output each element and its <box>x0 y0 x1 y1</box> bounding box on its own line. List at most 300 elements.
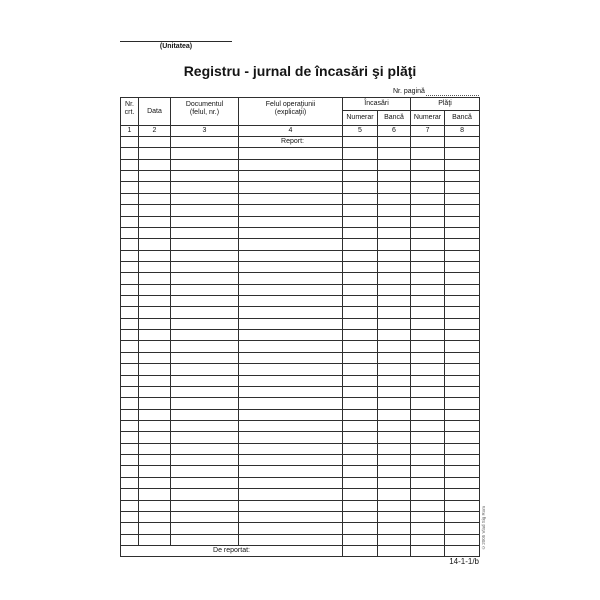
table-row <box>121 250 480 261</box>
table-cell <box>411 261 445 272</box>
table-cell <box>239 296 343 307</box>
table-cell <box>343 193 378 204</box>
table-cell <box>121 261 139 272</box>
table-cell <box>171 205 239 216</box>
table-cell <box>171 466 239 477</box>
table-cell <box>343 489 378 500</box>
table-cell <box>445 193 480 204</box>
table-cell <box>171 443 239 454</box>
table-cell <box>411 273 445 284</box>
header-documentul <box>171 98 239 126</box>
table-cell <box>343 307 378 318</box>
table-cell <box>121 398 139 409</box>
table-cell <box>343 534 378 545</box>
column-number: 6 <box>378 126 411 137</box>
table-cell <box>139 466 171 477</box>
table-cell <box>239 409 343 420</box>
table-cell <box>411 250 445 261</box>
table-cell <box>139 352 171 363</box>
header-row-top <box>121 98 480 111</box>
table-cell <box>411 137 445 148</box>
table-cell <box>445 318 480 329</box>
table-cell <box>239 375 343 386</box>
table-cell <box>378 432 411 443</box>
table-cell <box>121 182 139 193</box>
table-cell <box>378 205 411 216</box>
table-cell <box>139 386 171 397</box>
column-number: 4 <box>239 126 343 137</box>
table-cell <box>378 193 411 204</box>
table-cell <box>171 227 239 238</box>
table-cell <box>239 386 343 397</box>
table-cell <box>239 534 343 545</box>
table-cell <box>139 296 171 307</box>
table-cell <box>139 455 171 466</box>
table-row <box>121 341 480 352</box>
table-cell <box>171 307 239 318</box>
table-cell <box>171 261 239 272</box>
table-cell <box>121 171 139 182</box>
table-cell <box>121 284 139 295</box>
table-cell <box>445 545 480 556</box>
table-cell <box>121 205 139 216</box>
table-cell <box>343 318 378 329</box>
table-cell <box>171 398 239 409</box>
table-row <box>121 375 480 386</box>
table-cell <box>378 341 411 352</box>
table-cell <box>411 364 445 375</box>
table-cell <box>139 159 171 170</box>
table-cell <box>411 296 445 307</box>
table-cell <box>445 296 480 307</box>
table-cell <box>121 239 139 250</box>
table-cell <box>445 148 480 159</box>
report-label: Report: <box>281 138 304 146</box>
table-cell <box>343 171 378 182</box>
table-cell <box>239 171 343 182</box>
table-cell <box>343 409 378 420</box>
table-cell <box>139 341 171 352</box>
table-cell <box>121 307 139 318</box>
table-cell <box>445 511 480 522</box>
table-cell <box>239 352 343 363</box>
printer-imprint: ©2005 Vlad Sig Rom <box>481 506 486 550</box>
table-cell <box>121 511 139 522</box>
table-cell <box>239 398 343 409</box>
table-cell <box>139 500 171 511</box>
table-row <box>121 159 480 170</box>
table-cell <box>343 341 378 352</box>
table-row <box>121 420 480 431</box>
table-cell <box>343 523 378 534</box>
table-cell <box>411 523 445 534</box>
table-cell <box>121 500 139 511</box>
table-cell <box>239 193 343 204</box>
table-cell <box>239 489 343 500</box>
table-cell <box>411 375 445 386</box>
table-cell <box>239 443 343 454</box>
table-cell <box>139 420 171 431</box>
table-cell <box>121 364 139 375</box>
table-row <box>121 193 480 204</box>
table-cell <box>411 205 445 216</box>
table-cell <box>378 137 411 148</box>
table-cell <box>121 386 139 397</box>
table-row <box>121 398 480 409</box>
table-cell <box>171 216 239 227</box>
table-cell <box>378 443 411 454</box>
header-nr-crt-line2: crt. <box>124 109 135 116</box>
header-incasari-label: Încasări <box>364 100 389 107</box>
table-cell <box>445 443 480 454</box>
header-felul-operatiunii-line1: Felul operaţiunii <box>265 101 316 108</box>
table-cell <box>121 341 139 352</box>
table-cell <box>445 420 480 431</box>
table-row <box>121 227 480 238</box>
unit-fill-line <box>120 41 232 42</box>
table-cell <box>445 466 480 477</box>
table-cell <box>445 341 480 352</box>
table-cell <box>139 171 171 182</box>
table-cell <box>239 466 343 477</box>
table-cell <box>411 489 445 500</box>
table-cell <box>411 455 445 466</box>
header-incasari-numerar: Numerar <box>343 111 378 126</box>
table-row <box>121 466 480 477</box>
column-number: 1 <box>121 126 139 137</box>
table-cell <box>171 273 239 284</box>
table-cell <box>121 375 139 386</box>
table-cell <box>139 307 171 318</box>
table-cell <box>411 398 445 409</box>
table-cell <box>139 250 171 261</box>
table-cell <box>171 341 239 352</box>
header-felul-operatiunii <box>239 98 343 126</box>
table-cell <box>239 273 343 284</box>
table-cell <box>139 375 171 386</box>
table-cell <box>378 239 411 250</box>
table-cell <box>343 352 378 363</box>
table-cell <box>239 330 343 341</box>
table-cell <box>171 148 239 159</box>
table-cell <box>343 296 378 307</box>
table-cell <box>239 307 343 318</box>
table-row <box>121 409 480 420</box>
table-cell <box>378 364 411 375</box>
table-cell <box>343 284 378 295</box>
table-cell <box>139 318 171 329</box>
table-cell <box>343 500 378 511</box>
table-cell <box>121 432 139 443</box>
table-cell <box>121 227 139 238</box>
form-title: Registru - jurnal de încasări şi plăţi <box>183 63 417 79</box>
header-nr-crt-line1: Nr. <box>125 101 134 108</box>
table-cell <box>343 545 378 556</box>
table-row <box>121 273 480 284</box>
table-cell <box>343 477 378 488</box>
column-number: 5 <box>343 126 378 137</box>
table-cell <box>378 534 411 545</box>
table-cell <box>171 318 239 329</box>
table-cell <box>171 500 239 511</box>
table-cell <box>171 534 239 545</box>
column-number: 2 <box>139 126 171 137</box>
table-row <box>121 432 480 443</box>
table-cell <box>378 455 411 466</box>
table-cell <box>343 364 378 375</box>
table-cell <box>411 239 445 250</box>
table-row <box>121 307 480 318</box>
table-cell <box>445 398 480 409</box>
table-cell <box>139 477 171 488</box>
table-cell <box>378 159 411 170</box>
table-cell <box>121 318 139 329</box>
table-cell <box>139 216 171 227</box>
table-cell <box>445 307 480 318</box>
table-cell <box>411 432 445 443</box>
table-cell <box>171 364 239 375</box>
table-cell <box>378 420 411 431</box>
column-number: 8 <box>445 126 480 137</box>
table-cell <box>411 545 445 556</box>
header-nr-crt <box>121 98 139 126</box>
table-cell <box>139 432 171 443</box>
table-cell <box>171 137 239 148</box>
table-cell <box>445 523 480 534</box>
table-cell <box>121 477 139 488</box>
table-cell <box>239 511 343 522</box>
table-row <box>121 511 480 522</box>
table-cell <box>445 375 480 386</box>
table-cell <box>343 250 378 261</box>
table-cell <box>378 523 411 534</box>
table-cell <box>411 227 445 238</box>
table-cell <box>121 148 139 159</box>
table-cell <box>239 159 343 170</box>
table-cell <box>378 171 411 182</box>
table-cell <box>378 398 411 409</box>
table-cell <box>343 239 378 250</box>
table-cell <box>411 443 445 454</box>
header-plati <box>411 98 480 111</box>
header-plati-numerar: Numerar <box>411 111 445 126</box>
page-number-label: Nr. pagină <box>393 88 425 95</box>
table-row <box>121 182 480 193</box>
table-cell <box>378 477 411 488</box>
table-row <box>121 455 480 466</box>
table-cell <box>171 420 239 431</box>
table-cell <box>139 239 171 250</box>
table-cell <box>121 193 139 204</box>
table-cell <box>139 205 171 216</box>
table-cell <box>139 284 171 295</box>
table-cell <box>171 352 239 363</box>
table-cell <box>239 318 343 329</box>
table-cell <box>171 386 239 397</box>
table-row <box>121 216 480 227</box>
table-cell <box>121 216 139 227</box>
table-cell <box>239 205 343 216</box>
table-cell <box>121 443 139 454</box>
table-cell <box>378 330 411 341</box>
table-cell <box>411 341 445 352</box>
table-cell <box>239 420 343 431</box>
table-cell <box>378 307 411 318</box>
table-row <box>121 330 480 341</box>
table-cell <box>445 137 480 148</box>
table-cell <box>139 489 171 500</box>
table-cell <box>121 250 139 261</box>
table-cell <box>343 330 378 341</box>
table-cell <box>378 182 411 193</box>
table-cell <box>378 284 411 295</box>
table-cell <box>411 534 445 545</box>
table-row <box>121 284 480 295</box>
table-cell <box>411 193 445 204</box>
table-cell <box>411 171 445 182</box>
report-cell <box>239 137 343 148</box>
table-cell <box>411 500 445 511</box>
table-cell <box>171 511 239 522</box>
table-cell <box>171 409 239 420</box>
table-cell <box>343 261 378 272</box>
table-row <box>121 296 480 307</box>
table-cell <box>239 341 343 352</box>
table-cell <box>139 227 171 238</box>
table-cell <box>378 500 411 511</box>
table-cell <box>411 477 445 488</box>
table-cell <box>139 364 171 375</box>
table-cell <box>445 159 480 170</box>
table-cell <box>378 296 411 307</box>
table-cell <box>445 455 480 466</box>
page-number-dotted-line <box>426 89 479 96</box>
table-cell <box>239 523 343 534</box>
page-number-field <box>393 88 479 96</box>
table-row <box>121 489 480 500</box>
table-cell <box>411 182 445 193</box>
table-row <box>121 205 480 216</box>
table-cell <box>121 489 139 500</box>
table-cell <box>378 409 411 420</box>
table-cell <box>343 398 378 409</box>
table-cell <box>343 159 378 170</box>
table-cell <box>239 182 343 193</box>
table-cell <box>445 364 480 375</box>
table-cell <box>411 420 445 431</box>
table-cell <box>343 466 378 477</box>
table-cell <box>139 148 171 159</box>
table-cell <box>121 330 139 341</box>
table-cell <box>378 352 411 363</box>
table-cell <box>139 182 171 193</box>
table-cell <box>445 386 480 397</box>
table-cell <box>378 227 411 238</box>
table-cell <box>378 545 411 556</box>
table-cell <box>343 420 378 431</box>
column-number-row <box>121 126 480 137</box>
table-row <box>121 443 480 454</box>
table-cell <box>343 273 378 284</box>
table-row <box>121 523 480 534</box>
table-cell <box>121 296 139 307</box>
table-cell <box>139 261 171 272</box>
table-cell <box>378 273 411 284</box>
table-cell <box>411 386 445 397</box>
header-incasari-banca: Bancă <box>378 111 411 126</box>
table-row <box>121 364 480 375</box>
table-cell <box>445 330 480 341</box>
table-cell <box>239 227 343 238</box>
table-cell <box>239 148 343 159</box>
table-cell <box>171 239 239 250</box>
table-cell <box>343 455 378 466</box>
table-cell <box>121 455 139 466</box>
table-cell <box>445 261 480 272</box>
table-cell <box>343 227 378 238</box>
table-cell <box>411 352 445 363</box>
table-row <box>121 352 480 363</box>
table-cell <box>445 227 480 238</box>
table-cell <box>171 375 239 386</box>
table-cell <box>411 148 445 159</box>
table-cell <box>411 330 445 341</box>
table-cell <box>139 193 171 204</box>
table-cell <box>343 432 378 443</box>
table-cell <box>121 137 139 148</box>
table-cell <box>445 432 480 443</box>
header-incasari <box>343 98 411 111</box>
table-cell <box>139 523 171 534</box>
table-cell <box>139 137 171 148</box>
carry-forward-label: De reportat: <box>121 545 343 556</box>
table-cell <box>239 250 343 261</box>
column-number: 7 <box>411 126 445 137</box>
table-cell <box>171 182 239 193</box>
table-cell <box>171 296 239 307</box>
table-cell <box>445 409 480 420</box>
table-cell <box>445 284 480 295</box>
table-row <box>121 148 480 159</box>
header-documentul-line2: (felul, nr.) <box>189 109 220 116</box>
table-cell <box>445 239 480 250</box>
table-cell <box>343 205 378 216</box>
table-cell <box>411 284 445 295</box>
table-cell <box>411 159 445 170</box>
table-cell <box>171 477 239 488</box>
table-cell <box>411 216 445 227</box>
table-cell <box>343 148 378 159</box>
table-cell <box>171 284 239 295</box>
table-cell <box>139 443 171 454</box>
table-cell <box>411 466 445 477</box>
table-cell <box>171 171 239 182</box>
table-cell <box>445 205 480 216</box>
table-cell <box>378 318 411 329</box>
table-row <box>121 500 480 511</box>
column-number: 3 <box>171 126 239 137</box>
ledger-table <box>120 97 480 557</box>
table-cell <box>378 511 411 522</box>
table-cell <box>378 261 411 272</box>
table-cell <box>343 375 378 386</box>
table-cell <box>139 511 171 522</box>
table-cell <box>378 386 411 397</box>
table-cell <box>445 489 480 500</box>
table-cell <box>239 364 343 375</box>
header-data-label: Data <box>147 107 162 115</box>
table-cell <box>343 386 378 397</box>
